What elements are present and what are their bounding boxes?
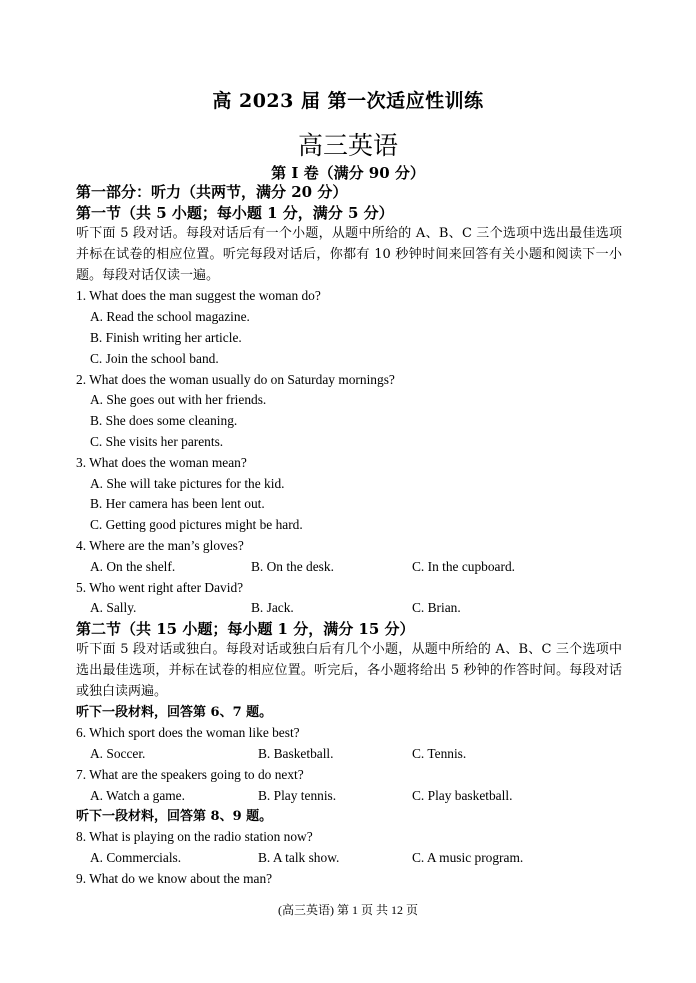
q7-options	[76, 786, 622, 807]
page-footer: (高三英语) 第 1 页 共 12 页	[278, 903, 418, 917]
q7-option-a: A. Watch a game.	[90, 787, 185, 803]
q8-options	[76, 848, 622, 869]
material-1-heading: 听下一段材料，回答第 6、7 题。	[76, 704, 273, 720]
q7-option-c: C. Play basketball.	[412, 787, 513, 803]
q8-option-c: C. A music program.	[412, 850, 524, 866]
q7-option-b: B. Play tennis.	[258, 787, 337, 803]
q4-options	[76, 557, 622, 578]
q4-option-c: C. In the cupboard.	[412, 558, 516, 574]
q4-option-a: A. On the shelf.	[90, 558, 176, 574]
q6-options	[76, 744, 622, 765]
question-5: 5. Who went right after David?	[76, 579, 244, 595]
exam-title: 高 2023 届 第一次适应性训练	[212, 90, 484, 112]
question-3: 3. What does the woman mean?	[76, 454, 247, 470]
section2-title: 第二节（共 15 小题；每小题 1 分，满分 15 分）	[76, 620, 415, 639]
question-7: 7. What are the speakers going to do next?	[76, 766, 304, 782]
question-8: 8. What is playing on the radio station now?	[76, 829, 313, 845]
q5-option-c: C. Brian.	[412, 600, 461, 616]
q5-option-b: B. Jack.	[251, 600, 294, 616]
q6-option-c: C. Tennis.	[412, 746, 467, 762]
q3-option-c: C. Getting good pictures might be hard.	[90, 517, 303, 533]
section2-instructions: 听下面 5 段对话或独白。每段对话或独白后有几个小题，从题中所给的 A、B、C 三个选项中选出最佳选项，并标在试卷的相应位置。听完后，各小题将给出 5 秒钟的作答时间。每段对话或独白读两遍。	[76, 642, 622, 699]
material-2-heading: 听下一段材料，回答第 8、9 题。	[76, 808, 273, 824]
question-6: 6. Which sport does the woman like best?	[76, 725, 300, 741]
subject-title: 高三英语	[297, 131, 398, 160]
q8-option-b: B. A talk show.	[258, 850, 340, 866]
volume-title: 第 I 卷（满分 90 分）	[271, 164, 425, 182]
q3-option-b: B. Her camera has been lent out.	[90, 496, 265, 512]
q6-option-b: B. Basketball.	[258, 746, 334, 762]
q5-option-a: A. Sally.	[90, 600, 137, 616]
q3-option-a: A. She will take pictures for the kid.	[90, 475, 285, 491]
q2-option-c: C. She visits her parents.	[90, 433, 224, 449]
q4-option-b: B. On the desk.	[251, 558, 334, 574]
question-2: 2. What does the woman usually do on Saturday mornings?	[76, 371, 395, 387]
question-4: 4. Where are the man’s gloves?	[76, 537, 244, 553]
q2-option-a: A. She goes out with her friends.	[90, 392, 267, 408]
q1-option-a: A. Read the school magazine.	[90, 309, 250, 325]
part1-title: 第一部分：听力（共两节，满分 20 分）	[76, 183, 348, 201]
question-1: 1. What does the man suggest the woman do?	[76, 288, 321, 304]
q1-option-b: B. Finish writing her article.	[90, 329, 242, 345]
q6-option-a: A. Soccer.	[90, 746, 146, 762]
section1-title: 第一节（共 5 小题；每小题 1 分，满分 5 分）	[76, 204, 394, 222]
q5-options	[76, 598, 622, 619]
exam-body	[76, 182, 622, 890]
q1-option-c: C. Join the school band.	[90, 350, 219, 366]
question-9: 9. What do we know about the man?	[76, 870, 273, 886]
section1-instructions: 听下面 5 段对话。每段对话后有一个小题，从题中所给的 A、B、C 三个选项中选出最佳选项并标在试卷的相应位置。听完每段对话后，你都有 10 秒钟时间来回答有关小题和阅读下一小题。每段对话仅读一遍。	[76, 226, 622, 283]
q8-option-a: A. Commercials.	[90, 850, 182, 866]
q2-option-b: B. She does some cleaning.	[90, 413, 238, 429]
